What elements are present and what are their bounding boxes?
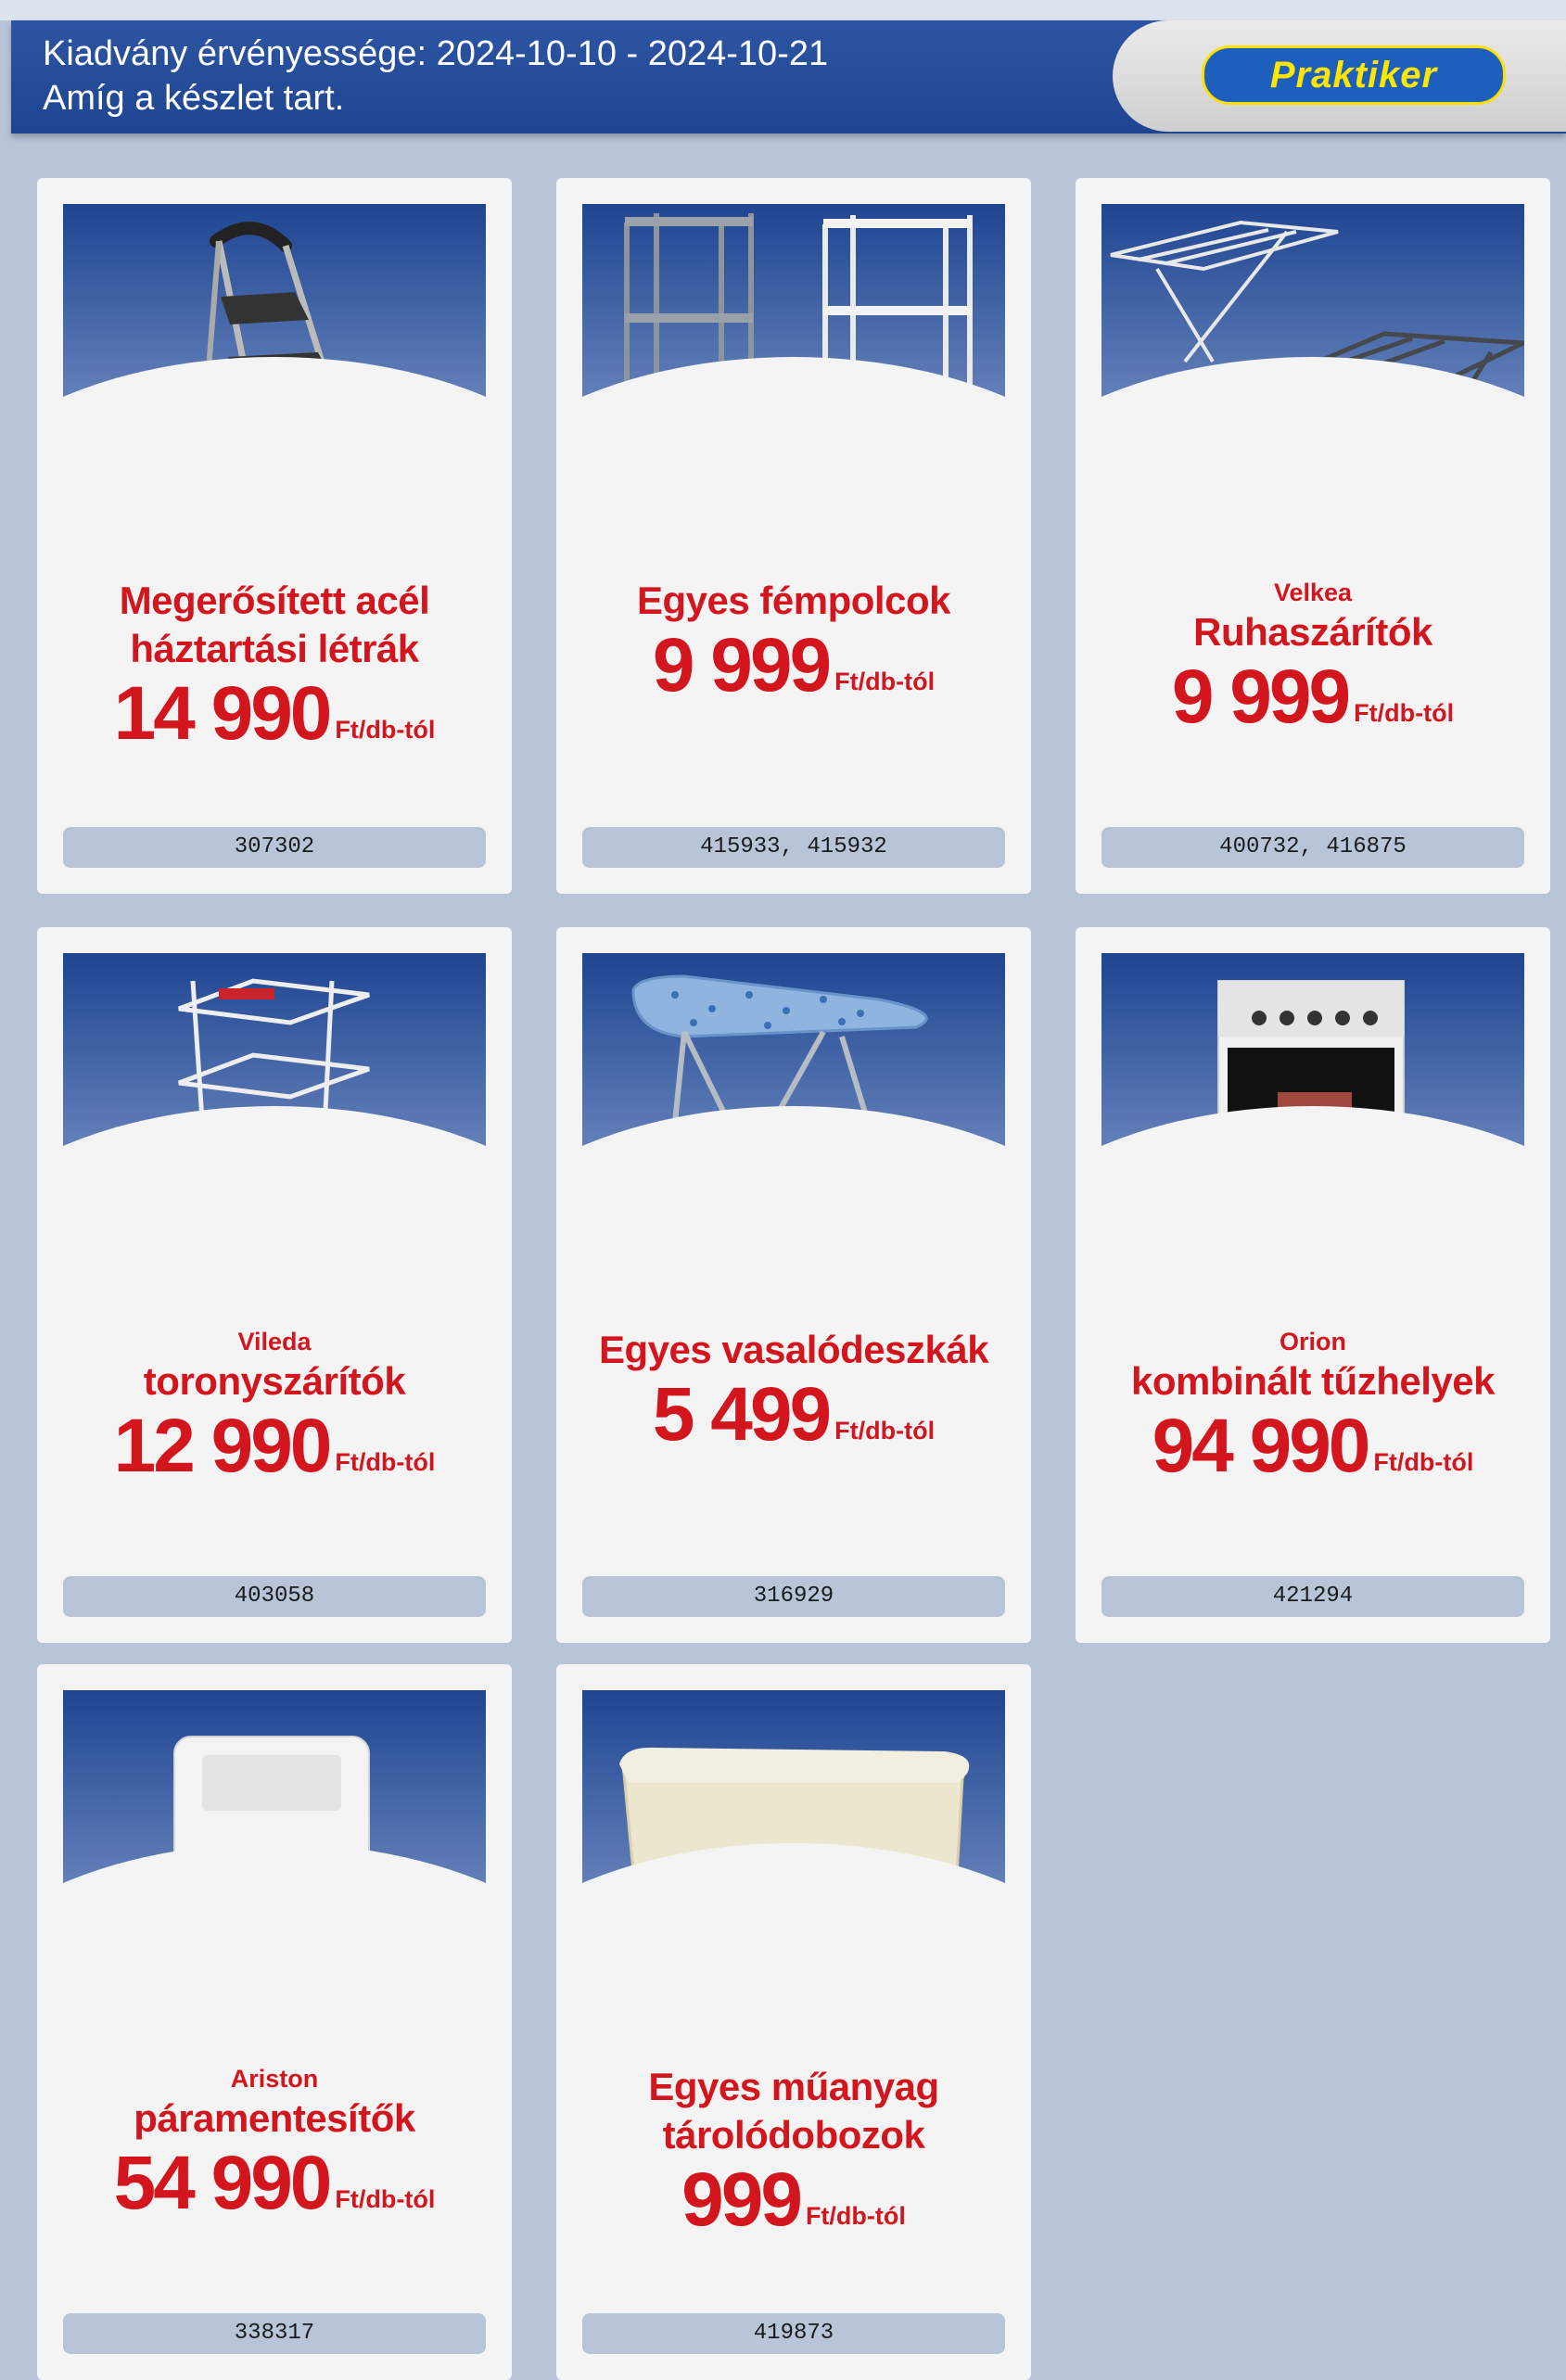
image-arc bbox=[63, 357, 486, 573]
product-brand: Velkea bbox=[1273, 579, 1353, 606]
image-arc bbox=[582, 357, 1005, 573]
product-title: Egyes fémpolcok bbox=[637, 579, 950, 622]
price-unit: Ft/db-tól bbox=[335, 2185, 436, 2213]
product-info-1 bbox=[37, 577, 512, 855]
product-card-5[interactable] bbox=[556, 927, 1031, 1643]
product-code: 316929 bbox=[582, 1576, 1005, 1617]
product-card-2[interactable] bbox=[556, 178, 1031, 894]
product-title: kombinált tűzhelyek bbox=[1131, 1359, 1495, 1403]
product-info-5 bbox=[556, 1326, 1031, 1604]
product-card-7[interactable] bbox=[37, 1664, 512, 2380]
product-title: Egyes vasalódeszkák bbox=[598, 1328, 989, 1371]
image-arc bbox=[582, 1106, 1005, 1322]
product-price: 999 bbox=[681, 2157, 800, 2242]
product-image-4 bbox=[63, 953, 486, 1322]
price-row bbox=[37, 2141, 512, 2225]
product-title: Ruhaszárítók bbox=[1193, 610, 1432, 654]
product-price: 54 990 bbox=[113, 2141, 330, 2225]
logo-container bbox=[1113, 20, 1566, 132]
product-price: 9 999 bbox=[652, 623, 830, 707]
product-code: 338317 bbox=[63, 2313, 486, 2354]
header-text bbox=[43, 32, 828, 121]
image-arc bbox=[1101, 1106, 1524, 1322]
product-code: 400732, 416875 bbox=[1101, 827, 1524, 868]
product-brand: Orion bbox=[1280, 1328, 1346, 1355]
product-price: 9 999 bbox=[1171, 655, 1349, 739]
price-unit: Ft/db-tól bbox=[1354, 699, 1455, 727]
top-strip bbox=[0, 0, 1566, 20]
product-code: 307302 bbox=[63, 827, 486, 868]
logo-text: Praktiker bbox=[1269, 54, 1438, 95]
product-code: 415933, 415932 bbox=[582, 827, 1005, 868]
product-card-6[interactable] bbox=[1076, 927, 1550, 1643]
product-brand: Vileda bbox=[237, 1328, 312, 1355]
product-image-3 bbox=[1101, 204, 1524, 573]
product-code: 421294 bbox=[1101, 1576, 1524, 1617]
validity-text: Kiadvány érvényessége: 2024-10-10 - 2024-10-21 bbox=[43, 34, 829, 73]
price-unit: Ft/db-tól bbox=[1373, 1448, 1474, 1476]
image-arc bbox=[63, 1106, 486, 1322]
product-image-7 bbox=[63, 1690, 486, 2059]
price-unit: Ft/db-tól bbox=[805, 2202, 906, 2230]
product-price: 94 990 bbox=[1152, 1404, 1369, 1488]
image-arc bbox=[582, 1843, 1005, 2059]
product-info-4 bbox=[37, 1326, 512, 1604]
product-brand: Ariston bbox=[230, 2065, 319, 2093]
product-info-6 bbox=[1076, 1326, 1550, 1604]
image-arc bbox=[1101, 357, 1524, 573]
price-row bbox=[1076, 1404, 1550, 1488]
product-card-8[interactable] bbox=[556, 1664, 1031, 2380]
product-card-3[interactable] bbox=[1076, 178, 1550, 894]
product-code: 403058 bbox=[63, 1576, 486, 1617]
product-title: Megerősített acél háztartási létrák bbox=[119, 579, 430, 670]
product-card-4[interactable] bbox=[37, 927, 512, 1643]
flyer-header bbox=[11, 20, 1566, 134]
product-image-8 bbox=[582, 1690, 1005, 2059]
praktiker-logo[interactable] bbox=[1202, 45, 1506, 105]
product-card-1[interactable] bbox=[37, 178, 512, 894]
product-info-3 bbox=[1076, 577, 1550, 855]
price-row bbox=[556, 1372, 1031, 1457]
price-row bbox=[37, 1404, 512, 1488]
product-info-2 bbox=[556, 577, 1031, 855]
price-row bbox=[37, 671, 512, 756]
stock-note: Amíg a készlet tart. bbox=[43, 79, 345, 118]
product-title: toronyszárítók bbox=[143, 1359, 406, 1403]
price-row bbox=[1076, 655, 1550, 739]
price-unit: Ft/db-tól bbox=[834, 1417, 936, 1445]
product-price: 14 990 bbox=[113, 671, 330, 756]
price-unit: Ft/db-tól bbox=[834, 668, 936, 695]
product-image-6 bbox=[1101, 953, 1524, 1322]
product-title: páramentesítők bbox=[134, 2096, 415, 2140]
product-image-5 bbox=[582, 953, 1005, 1322]
price-unit: Ft/db-tól bbox=[335, 1448, 436, 1476]
price-row bbox=[556, 2157, 1031, 2242]
image-arc bbox=[63, 1843, 486, 2059]
price-row bbox=[556, 623, 1031, 707]
product-info-8 bbox=[556, 2063, 1031, 2341]
price-unit: Ft/db-tól bbox=[335, 716, 436, 744]
product-image-1 bbox=[63, 204, 486, 573]
product-price: 5 499 bbox=[652, 1372, 830, 1457]
product-price: 12 990 bbox=[113, 1404, 330, 1488]
product-code: 419873 bbox=[582, 2313, 1005, 2354]
product-title: Egyes műanyag tárolódobozok bbox=[648, 2065, 939, 2157]
product-info-7 bbox=[37, 2063, 512, 2341]
product-image-2 bbox=[582, 204, 1005, 573]
